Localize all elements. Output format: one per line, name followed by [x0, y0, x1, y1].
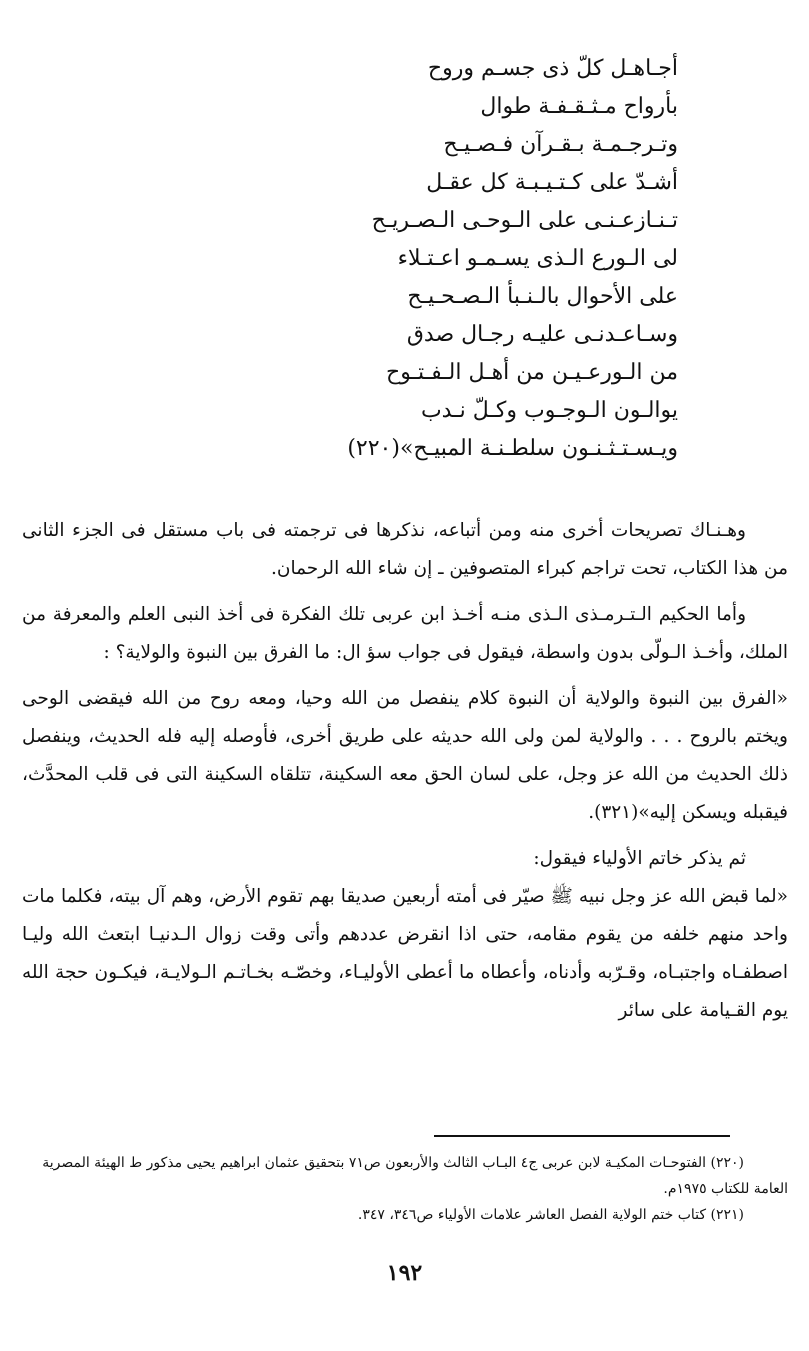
- poem-verse: بأرواح مـثـقـفـة طوال: [480, 94, 678, 119]
- poem-verse: لى الـورع الـذى يسـمـو اعـتـلاء: [397, 246, 678, 271]
- poem-verse: على الأحوال بالـنـبأ الـصـحـيـح: [407, 284, 678, 309]
- footnote-divider: [434, 1135, 730, 1137]
- paragraph-tirmidhi: وأما الحكيم الـتـرمـذى الـذى منـه أخـذ ابن عربى تلك الفكرة فى أخذ النبى العلم والمعرفة من الملك، وأخـذ الـولّى بدون واسطة، فيقول فى جواب سؤ ال: ما الفرق بين النبوة والولاية؟ :: [22, 604, 788, 663]
- footnotes: [30, 1150, 788, 1228]
- poem-verse: وسـاعـدنـى عليـه رجـال صدق: [406, 322, 678, 347]
- quote-seal-of-saints: «لما قبض الله عز وجل نبيه ﷺ صيّر فى أمته أربعين صديقا بهم تقوم الأرض، وهم آل بيته، فكلما مات واحد منهم خلفه من يقوم مقامه، حتى اذا انقرض عددهم وأتى وقت زوال الـدنيـا ابتعث الله وليـا اصطفـاه واجتبـاه، وقـرّبه وأدناه، وأعطاه ما أعطى الأوليـاء، وخصّـه بخـاتـم الـولايـة، فيكـون حجة الله يوم القـيامة على سائر: [22, 886, 788, 1021]
- page-number: ١٩٢: [386, 1260, 423, 1286]
- poem-block: [318, 50, 678, 468]
- poem-verse: من الـورعـيـن من أهـل الـفـتـوح: [386, 360, 678, 385]
- footnote-221: (٢٢١) كتاب ختم الولاية الفصل العاشر علامات الأولياء ص٣٤٦، ٣٤٧.: [357, 1207, 744, 1223]
- paragraph-seal-intro: ثم يذكر خاتم الأولياء فيقول:: [533, 848, 746, 869]
- paragraph-other-statements: وهـنـاك تصريحات أخرى منه ومن أتباعه، نذكرها فى ترجمته فى باب مستقل فى الجزء الثانى من هذا الكتاب، تحت تراجم كبراء المتصوفين ـ إن شاء الله الرحمان.: [22, 520, 788, 579]
- poem-verse: وتـرجـمـة بـقـرآن فـصـيـح: [443, 132, 678, 157]
- footnote-220: (٢٢٠) الفتوحـات المكيـة لابن عربى ج٤ البـاب الثالث والأربعون ص٧١ بتحقيق عثمان ابراهيم يحيى مذكور ط الهيئة المصرية العامة للكتاب ١٩٧٥م.: [42, 1155, 788, 1197]
- poem-verse: تـنـازعـنـى على الـوحـى الـصـريـح: [371, 208, 678, 233]
- poem-verse: ويـسـتـثـنـون سلطـنـة المبيـح»(٢٢٠): [347, 436, 678, 461]
- quote-prophecy-sainthood: «الفرق بين النبوة والولاية أن النبوة كلام ينفصل من الله وحيا، ومعه روح من الله فيقضى الوحى ويختم بالروح . . . والولاية لمن ولى الله حديثه على طريق أخرى، فأوصله إليه فله الحديث، وينفصل ذلك الحديث من الله عز وجل، على لسان الحق معه السكينة، تتلقاه السكينة التى فى قلب المحدَّث، فيقبله ويسكن إليه»(٣٢١).: [22, 688, 788, 823]
- body-text: [22, 512, 788, 1030]
- poem-verse: أشـدّ على كـتـيـبـة كل عقـل: [426, 170, 678, 195]
- poem-verse: أجـاهـل كلّ ذى جسـم وروح: [427, 56, 678, 81]
- poem-verse: يوالـون الـوجـوب وكـلّ نـدب: [420, 398, 678, 423]
